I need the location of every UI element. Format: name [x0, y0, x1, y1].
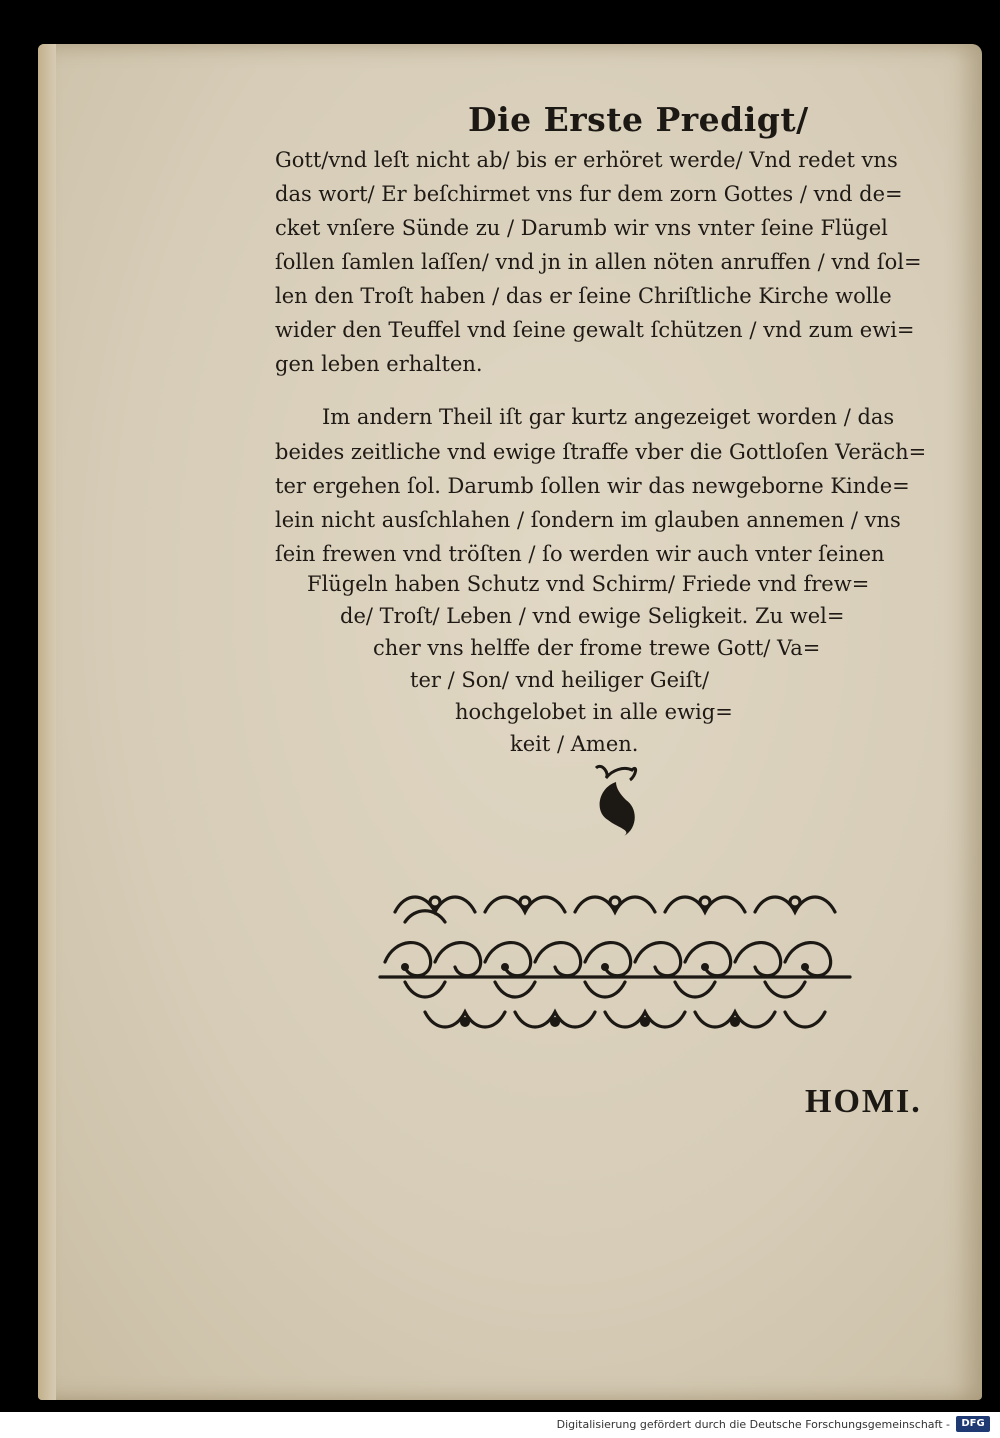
- funding-credit: Digitalisierung gefördert durch die Deutsche Forschungsgemeinschaft -: [556, 1418, 950, 1431]
- text-line: ſein frewen vnd tröſten / ſo werden wir auch vnter ſeinen: [275, 542, 885, 566]
- text-line: gen leben erhalten.: [275, 352, 483, 376]
- text-line: beides zeitliche vnd ewige ſtraffe vber die Gottloſen Veräch=: [275, 440, 927, 464]
- text-line: cket vnſere Sünde zu / Darumb wir vns vnter ſeine Flügel: [275, 216, 888, 240]
- text-line: wider den Teuffel vnd ſeine gewalt ſchützen / vnd zum ewi=: [275, 318, 915, 342]
- text-line: Im andern Theil iſt gar kurtz angezeiget worden / das: [322, 405, 895, 429]
- text-line: Gott/vnd leſt nicht ab/ bis er erhöret werde/ Vnd redet vns: [275, 148, 898, 172]
- leaf-ornament: [588, 760, 648, 840]
- dfg-logo[interactable]: DFG: [956, 1416, 990, 1432]
- page-title: Die Erste Predigt/: [468, 100, 809, 139]
- text-line: Flügeln haben Schutz vnd Schirm/ Friede vnd frew=: [307, 572, 870, 596]
- text-line: keit / Amen.: [510, 732, 639, 756]
- catchword: HOMI.: [805, 1083, 922, 1120]
- text-line: das wort/ Er beſchirmet vns fur dem zorn Gottes / vnd de=: [275, 182, 903, 206]
- text-line: lein nicht ausſchlahen / ſondern im glauben annemen / vns: [275, 508, 901, 532]
- text-line: ſollen ſamlen laſſen/ vnd jn in allen nöten anruffen / vnd ſol=: [275, 250, 922, 274]
- text-line: de/ Troſt/ Leben / vnd ewige Seligkeit. Zu wel=: [340, 604, 845, 628]
- text-line: cher vns helffe der frome trewe Gott/ Va=: [373, 636, 821, 660]
- text-line: ter / Son/ vnd heiliger Geiſt/: [410, 668, 710, 692]
- text-line: hochgelobet in alle ewig=: [455, 700, 733, 724]
- text-line: len den Troſt haben / das er ſeine Chriſtliche Kirche wolle: [275, 284, 892, 308]
- page-gutter-edge: [38, 44, 56, 1400]
- fleuron-band-ornament: [375, 882, 855, 1042]
- text-line: ter ergehen ſol. Darumb ſollen wir das newgeborne Kinde=: [275, 474, 910, 498]
